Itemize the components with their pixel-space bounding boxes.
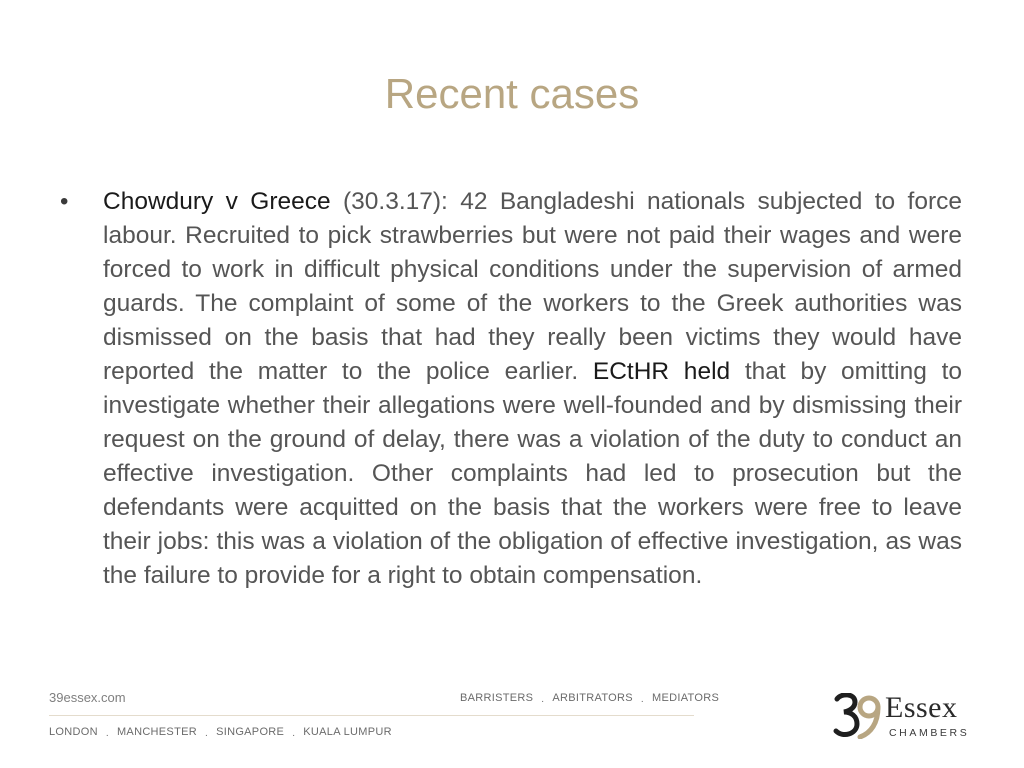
bullet-item bbox=[57, 185, 962, 593]
footer-location: LONDON bbox=[49, 726, 98, 738]
slide-title: Recent cases bbox=[384, 70, 640, 117]
logo-sub: CHAMBERS bbox=[889, 727, 970, 739]
footer-role: ARBITRATORS bbox=[552, 692, 633, 704]
footer-location: KUALA LUMPUR bbox=[303, 726, 392, 738]
separator-dot: . bbox=[204, 728, 209, 739]
separator-dot: . bbox=[541, 694, 545, 705]
case-name: Chowdury v Greece bbox=[103, 188, 331, 215]
bullet-text bbox=[103, 185, 962, 593]
court-held-label: ECtHR held bbox=[592, 358, 731, 385]
footer-location: SINGAPORE bbox=[216, 726, 285, 738]
separator-dot: . bbox=[105, 728, 109, 739]
logo-word: Essex bbox=[885, 691, 958, 724]
footer-divider bbox=[49, 715, 694, 716]
slide-content bbox=[57, 185, 962, 593]
footer-locations bbox=[49, 726, 392, 739]
footer-location: MANCHESTER bbox=[116, 726, 197, 738]
bullet-icon: • bbox=[60, 188, 69, 215]
footer-role: MEDIATORS bbox=[652, 692, 720, 704]
separator-dot: . bbox=[292, 728, 296, 739]
separator-dot: . bbox=[640, 694, 644, 705]
case-ruling: that by omitting to investigate whether their allegations were well-founded and by dismissing their request on the ground of delay, there was a violation of the duty to conduct an effective investigation. Other complaints had led to prosecution but the defendants were acquitted on the basis that the workers were free to leave their jobs: this was a violation of the obligation of effective investigation, as was the failure to provide for a right to obtain compensation. bbox=[103, 358, 962, 589]
footer-roles bbox=[460, 692, 719, 705]
case-description: (30.3.17): 42 Bangladeshi nationals subjected to force labour. Recruited to pick strawberries but were not paid their wages and were forced to work in difficult physical conditions under the supervision of armed guards. The complaint of some of the workers to the Greek authorities was dismissed on the basis that had they really been victims they would have reported the matter to the police earlier. bbox=[103, 188, 962, 385]
essex-chambers-logo bbox=[833, 693, 978, 741]
footer-website: 39essex.com bbox=[49, 690, 126, 705]
footer-role: BARRISTERS bbox=[460, 692, 534, 704]
essex-39-monogram-icon bbox=[833, 693, 885, 739]
